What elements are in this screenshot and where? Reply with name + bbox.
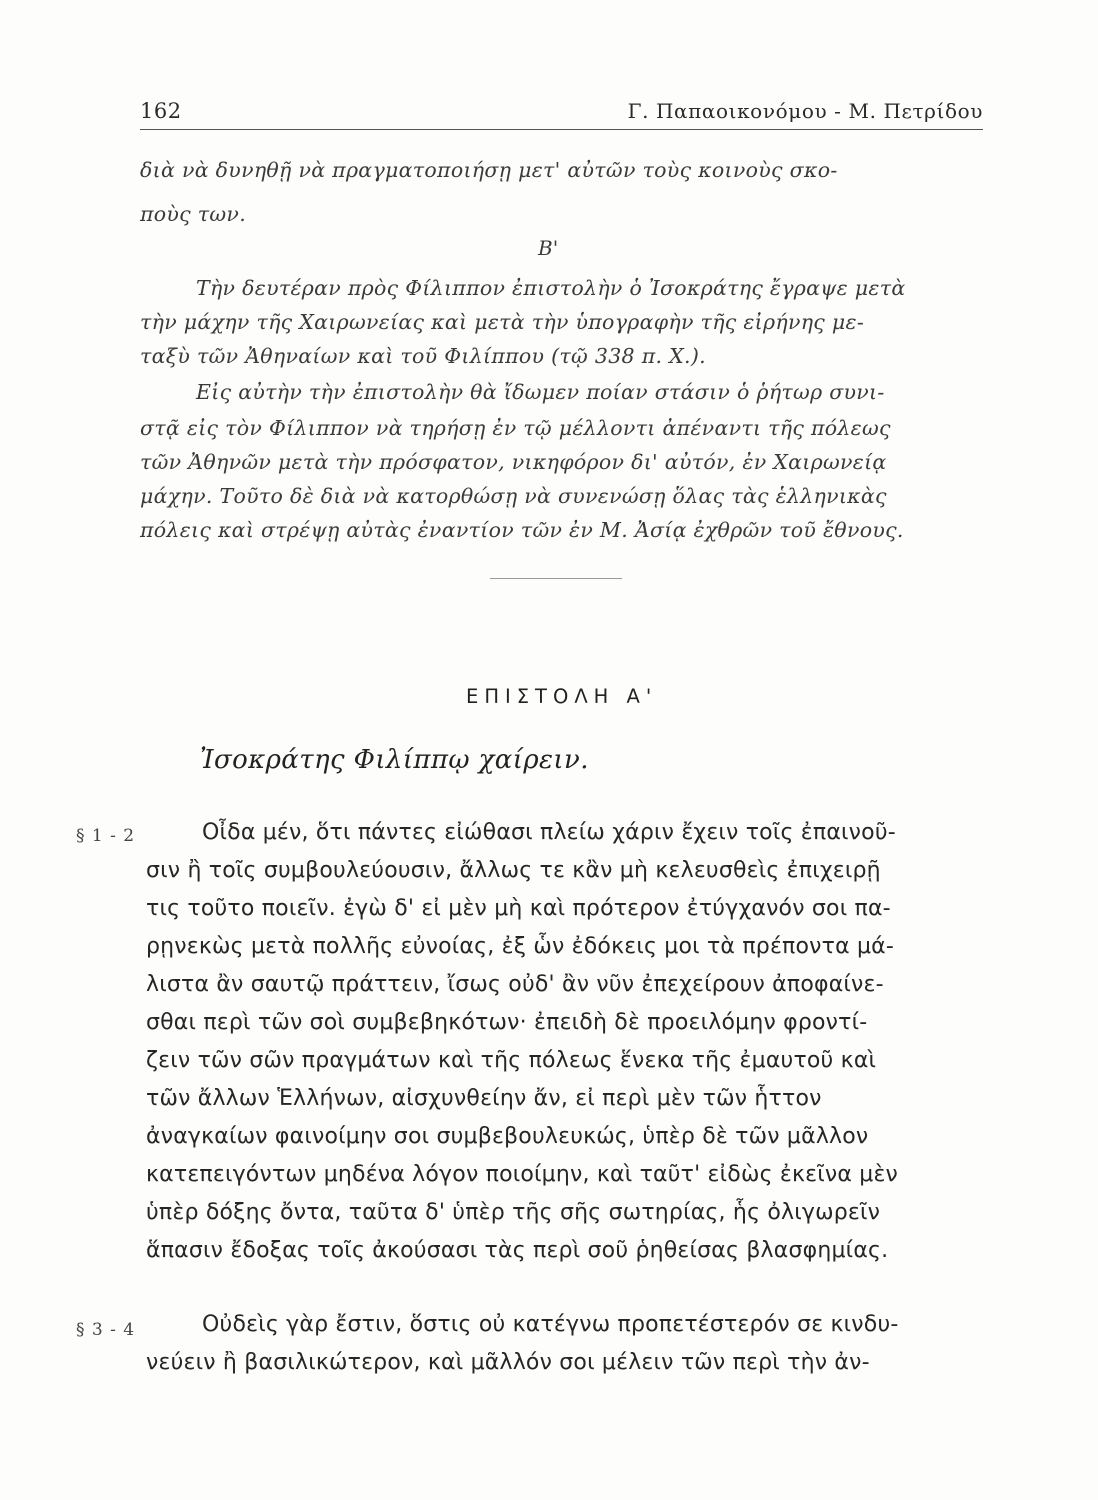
separator-rule [490, 578, 622, 579]
section-b-line: στᾷ εἰς τὸν Φίλιππον νὰ τηρήσῃ ἐν τῷ μέλλοντι ἀπέναντι τῆς πόλεως [140, 416, 891, 440]
letter-salutation: Ἰσοκράτης Φιλίππῳ χαίρειν. [200, 745, 589, 775]
body-line: Οἶδα μέν, ὅτι πάντες εἰώθασι πλείω χάριν ἔχειν τοῖς ἐπαινοῦ- [202, 820, 896, 845]
section-b-line: πόλεις καὶ στρέψῃ αὐτὰς ἐναντίον τῶν ἐν Μ. Ἀσίᾳ ἐχθρῶν τοῦ ἔθνους. [140, 518, 904, 542]
body-line: ὑπὲρ δόξης ὄντα, ταῦτα δ' ὑπὲρ τῆς σῆς σωτηρίας, ἧς ὀλιγωρεῖν [146, 1200, 881, 1225]
intro-line: διὰ νὰ δυνηθῇ νὰ πραγματοποιήσῃ μετ' αὐτῶν τοὺς κοινοὺς σκο- [140, 158, 838, 182]
body-line: τις τοῦτο ποιεῖν. ἐγὼ δ' εἰ μὲν μὴ καὶ πρότερον ἐτύγχανόν σοι πα- [146, 896, 891, 921]
margin-reference: § 3 - 4 [76, 1320, 136, 1340]
section-b-line: Τὴν δευτέραν πρὸς Φίλιππον ἐπιστολὴν ὁ Ἰσοκράτης ἔγραψε μετὰ [196, 276, 906, 300]
running-header [140, 97, 983, 130]
body-line: Οὐδεὶς γὰρ ἔστιν, ὅστις οὐ κατέγνω προπετέστερόν σε κινδυ- [202, 1312, 899, 1337]
body-line: τῶν ἄλλων Ἑλλήνων, αἰσχυνθείην ἄν, εἰ περὶ μὲν τῶν ἧττον [146, 1086, 822, 1111]
margin-reference: § 1 - 2 [76, 826, 136, 846]
page-number: 162 [140, 99, 182, 123]
body-line: σιν ἢ τοῖς συμβουλεύουσιν, ἄλλως τε κἂν μὴ κελευσθεὶς ἐπιχειρῇ [146, 858, 881, 883]
body-line: νεύειν ἢ βασιλικώτερον, καὶ μᾶλλόν σοι μέλειν τῶν περὶ τὴν ἀν- [146, 1350, 870, 1375]
running-title: Γ. Παπαοικονόμου - Μ. Πετρίδου [627, 99, 983, 123]
body-line: ἀναγκαίων φαινοίμην σοι συμβεβουλευκώς, ὑπὲρ δὲ τῶν μᾶλλον [146, 1124, 869, 1149]
body-line: ἅπασιν ἔδοξας τοῖς ἀκούσασι τὰς περὶ σοῦ ῥηθείσας βλασφημίας. [146, 1238, 889, 1263]
section-b-line: τῶν Ἀθηνῶν μετὰ τὴν πρόσφατον, νικηφόρον δι' αὐτόν, ἐν Χαιρωνείᾳ [140, 450, 887, 474]
intro-line: ποὺς των. [140, 202, 247, 226]
body-line: σθαι περὶ τῶν σοὶ συμβεβηκότων· ἐπειδὴ δὲ προειλόμην φροντί- [146, 1010, 868, 1035]
body-line: κατεπειγόντων μηδένα λόγον ποιοίμην, καὶ ταῦτ' εἰδὼς ἐκεῖνα μὲν [146, 1162, 899, 1187]
section-b-line: ταξὺ τῶν Ἀθηναίων καὶ τοῦ Φιλίππου (τῷ 338 π. Χ.). [140, 344, 706, 368]
section-heading-b: Β' [538, 236, 559, 260]
section-b-line: τὴν μάχην τῆς Χαιρωνείας καὶ μετὰ τὴν ὑπογραφὴν τῆς εἰρήνης με- [140, 310, 865, 334]
body-line: ρῃνεκὼς μετὰ πολλῆς εὐνοίας, ἐξ ὧν ἐδόκεις μοι τὰ πρέποντα μά- [146, 934, 895, 959]
section-b-line: μάχην. Τοῦτο δὲ διὰ νὰ κατορθώσῃ νὰ συνενώσῃ ὅλας τὰς ἑλληνικὰς [140, 484, 887, 508]
body-line: λιστα ἂν σαυτῷ πράττειν, ἴσως οὐδ' ἂν νῦν ἐπεχείρουν ἀποφαίνε- [146, 972, 884, 997]
letter-heading: ΕΠΙΣΤΟΛΗ Α' [466, 685, 658, 708]
body-line: ζειν τῶν σῶν πραγμάτων καὶ τῆς πόλεως ἕνεκα τῆς ἐμαυτοῦ καὶ [146, 1048, 877, 1073]
section-b-line: Εἰς αὐτὴν τὴν ἐπιστολὴν θὰ ἴδωμεν ποίαν στάσιν ὁ ῥήτωρ συνι- [196, 380, 885, 404]
